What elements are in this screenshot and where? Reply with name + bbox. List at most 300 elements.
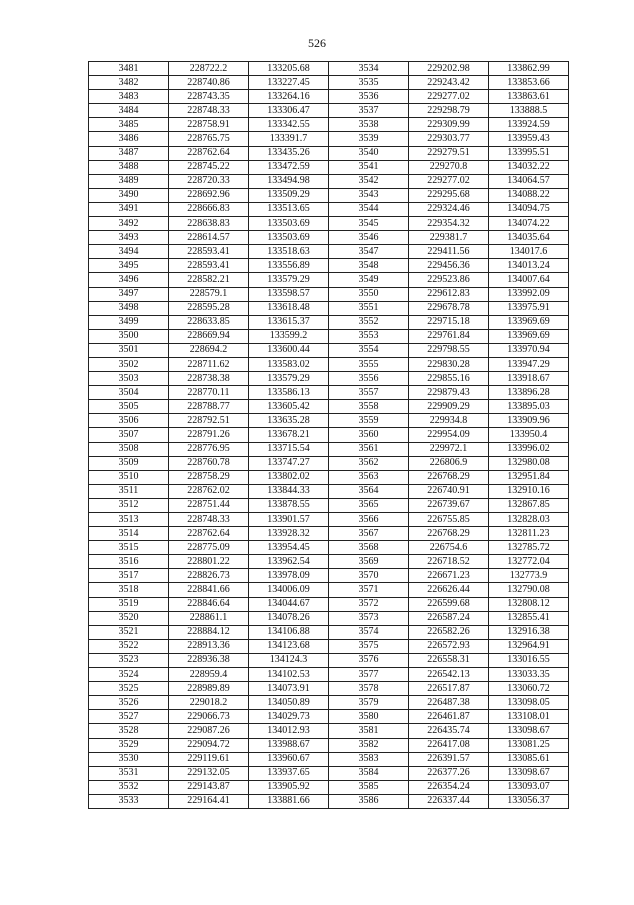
table-cell-x-coordinate: 228740.86 bbox=[169, 76, 249, 90]
table-cell-x-coordinate: 229164.41 bbox=[169, 794, 249, 808]
table-cell-point-number: 3482 bbox=[89, 76, 169, 90]
table-cell-point-number: 3573 bbox=[329, 611, 409, 625]
table-cell-point-number: 3487 bbox=[89, 146, 169, 160]
table-cell-x-coordinate: 228669.94 bbox=[169, 329, 249, 343]
table-cell-y-coordinate: 134044.67 bbox=[249, 597, 329, 611]
coordinates-table-body bbox=[89, 62, 569, 809]
table-cell-y-coordinate: 134078.26 bbox=[249, 611, 329, 625]
table-cell-point-number: 3563 bbox=[329, 470, 409, 484]
table-cell-y-coordinate: 133472.59 bbox=[249, 160, 329, 174]
table-cell-point-number: 3488 bbox=[89, 160, 169, 174]
table-cell-y-coordinate: 133747.27 bbox=[249, 456, 329, 470]
table-cell-y-coordinate: 133600.44 bbox=[249, 343, 329, 357]
table-cell-x-coordinate: 226739.67 bbox=[409, 498, 489, 512]
table-cell-x-coordinate: 229303.77 bbox=[409, 132, 489, 146]
table-cell-point-number: 3492 bbox=[89, 217, 169, 231]
table-row bbox=[89, 372, 569, 386]
table-cell-y-coordinate: 133494.98 bbox=[249, 174, 329, 188]
table-cell-point-number: 3500 bbox=[89, 329, 169, 343]
table-cell-y-coordinate: 134012.93 bbox=[249, 724, 329, 738]
table-cell-y-coordinate: 133605.42 bbox=[249, 400, 329, 414]
table-cell-y-coordinate: 133503.69 bbox=[249, 231, 329, 245]
table-cell-y-coordinate: 133306.47 bbox=[249, 104, 329, 118]
table-cell-x-coordinate: 228633.85 bbox=[169, 315, 249, 329]
table-cell-x-coordinate: 226337.44 bbox=[409, 794, 489, 808]
table-cell-point-number: 3546 bbox=[329, 231, 409, 245]
table-cell-point-number: 3490 bbox=[89, 188, 169, 202]
table-cell-y-coordinate: 134035.64 bbox=[489, 231, 569, 245]
table-cell-y-coordinate: 133909.96 bbox=[489, 414, 569, 428]
table-row bbox=[89, 231, 569, 245]
table-cell-point-number: 3577 bbox=[329, 668, 409, 682]
table-cell-point-number: 3541 bbox=[329, 160, 409, 174]
coordinates-table bbox=[88, 61, 569, 809]
table-cell-y-coordinate: 134088.22 bbox=[489, 188, 569, 202]
table-cell-point-number: 3491 bbox=[89, 202, 169, 216]
table-cell-y-coordinate: 133081.25 bbox=[489, 738, 569, 752]
table-cell-x-coordinate: 228776.95 bbox=[169, 442, 249, 456]
table-cell-point-number: 3557 bbox=[329, 386, 409, 400]
table-row bbox=[89, 160, 569, 174]
table-cell-x-coordinate: 229277.02 bbox=[409, 174, 489, 188]
page-number: 526 bbox=[308, 36, 326, 50]
table-cell-y-coordinate: 134006.09 bbox=[249, 583, 329, 597]
table-cell-y-coordinate: 133878.55 bbox=[249, 498, 329, 512]
table-cell-point-number: 3548 bbox=[329, 259, 409, 273]
table-cell-point-number: 3586 bbox=[329, 794, 409, 808]
table-cell-x-coordinate: 228762.02 bbox=[169, 484, 249, 498]
table-row bbox=[89, 315, 569, 329]
table-row bbox=[89, 555, 569, 569]
table-row bbox=[89, 343, 569, 357]
table-cell-x-coordinate: 229879.43 bbox=[409, 386, 489, 400]
table-cell-y-coordinate: 133503.69 bbox=[249, 217, 329, 231]
table-cell-point-number: 3521 bbox=[89, 625, 169, 639]
table-cell-x-coordinate: 228666.83 bbox=[169, 202, 249, 216]
table-cell-y-coordinate: 133960.67 bbox=[249, 752, 329, 766]
table-cell-point-number: 3549 bbox=[329, 273, 409, 287]
table-cell-y-coordinate: 134007.64 bbox=[489, 273, 569, 287]
table-cell-x-coordinate: 226768.29 bbox=[409, 527, 489, 541]
table-cell-x-coordinate: 226740.91 bbox=[409, 484, 489, 498]
table-cell-point-number: 3499 bbox=[89, 315, 169, 329]
table-cell-point-number: 3568 bbox=[329, 541, 409, 555]
table-cell-y-coordinate: 133905.92 bbox=[249, 780, 329, 794]
table-cell-y-coordinate: 132785.72 bbox=[489, 541, 569, 555]
table-cell-x-coordinate: 228770.11 bbox=[169, 386, 249, 400]
table-cell-y-coordinate: 132790.08 bbox=[489, 583, 569, 597]
table-cell-point-number: 3566 bbox=[329, 513, 409, 527]
table-cell-x-coordinate: 229934.8 bbox=[409, 414, 489, 428]
table-cell-x-coordinate: 228738.38 bbox=[169, 372, 249, 386]
table-cell-y-coordinate: 133992.09 bbox=[489, 287, 569, 301]
table-cell-y-coordinate: 133959.43 bbox=[489, 132, 569, 146]
table-cell-y-coordinate: 133518.63 bbox=[249, 245, 329, 259]
table-cell-point-number: 3576 bbox=[329, 653, 409, 667]
table-cell-x-coordinate: 226626.44 bbox=[409, 583, 489, 597]
table-cell-y-coordinate: 133995.51 bbox=[489, 146, 569, 160]
table-cell-x-coordinate: 228861.1 bbox=[169, 611, 249, 625]
table-cell-point-number: 3572 bbox=[329, 597, 409, 611]
table-cell-x-coordinate: 228959.4 bbox=[169, 668, 249, 682]
table-cell-point-number: 3507 bbox=[89, 428, 169, 442]
table-row bbox=[89, 780, 569, 794]
table-cell-y-coordinate: 133888.5 bbox=[489, 104, 569, 118]
table-cell-x-coordinate: 226587.24 bbox=[409, 611, 489, 625]
table-row bbox=[89, 583, 569, 597]
table-cell-y-coordinate: 132916.38 bbox=[489, 625, 569, 639]
table-cell-x-coordinate: 228593.41 bbox=[169, 245, 249, 259]
table-cell-x-coordinate: 228760.78 bbox=[169, 456, 249, 470]
table-cell-y-coordinate: 133937.65 bbox=[249, 766, 329, 780]
table-cell-point-number: 3537 bbox=[329, 104, 409, 118]
table-cell-y-coordinate: 133435.26 bbox=[249, 146, 329, 160]
table-cell-x-coordinate: 228595.28 bbox=[169, 301, 249, 315]
table-cell-x-coordinate: 228638.83 bbox=[169, 217, 249, 231]
table-cell-x-coordinate: 229243.42 bbox=[409, 76, 489, 90]
table-cell-y-coordinate: 134029.73 bbox=[249, 710, 329, 724]
table-row bbox=[89, 724, 569, 738]
table-row bbox=[89, 217, 569, 231]
table-cell-point-number: 3561 bbox=[329, 442, 409, 456]
table-cell-y-coordinate: 133844.33 bbox=[249, 484, 329, 498]
table-cell-y-coordinate: 134050.89 bbox=[249, 696, 329, 710]
table-cell-x-coordinate: 228765.75 bbox=[169, 132, 249, 146]
table-cell-x-coordinate: 229143.87 bbox=[169, 780, 249, 794]
table-row bbox=[89, 357, 569, 371]
table-cell-y-coordinate: 132811.23 bbox=[489, 527, 569, 541]
table-cell-point-number: 3552 bbox=[329, 315, 409, 329]
table-cell-x-coordinate: 228694.2 bbox=[169, 343, 249, 357]
table-cell-x-coordinate: 228826.73 bbox=[169, 569, 249, 583]
table-cell-x-coordinate: 228745.22 bbox=[169, 160, 249, 174]
table-cell-x-coordinate: 228762.64 bbox=[169, 527, 249, 541]
table-row bbox=[89, 400, 569, 414]
table-cell-x-coordinate: 226461.87 bbox=[409, 710, 489, 724]
table-cell-point-number: 3510 bbox=[89, 470, 169, 484]
table-row bbox=[89, 386, 569, 400]
table-cell-point-number: 3556 bbox=[329, 372, 409, 386]
table-cell-x-coordinate: 226599.68 bbox=[409, 597, 489, 611]
table-row bbox=[89, 696, 569, 710]
table-cell-x-coordinate: 229309.99 bbox=[409, 118, 489, 132]
table-cell-x-coordinate: 226718.52 bbox=[409, 555, 489, 569]
table-cell-x-coordinate: 229087.26 bbox=[169, 724, 249, 738]
table-row bbox=[89, 90, 569, 104]
table-row bbox=[89, 456, 569, 470]
table-cell-y-coordinate: 133975.91 bbox=[489, 301, 569, 315]
table-cell-x-coordinate: 229381.7 bbox=[409, 231, 489, 245]
table-cell-x-coordinate: 228711.62 bbox=[169, 357, 249, 371]
table-cell-y-coordinate: 133978.09 bbox=[249, 569, 329, 583]
table-cell-point-number: 3527 bbox=[89, 710, 169, 724]
table-cell-x-coordinate: 229411.56 bbox=[409, 245, 489, 259]
table-cell-point-number: 3505 bbox=[89, 400, 169, 414]
table-row bbox=[89, 470, 569, 484]
table-cell-point-number: 3517 bbox=[89, 569, 169, 583]
table-row bbox=[89, 329, 569, 343]
table-row bbox=[89, 174, 569, 188]
table-row bbox=[89, 625, 569, 639]
table-cell-y-coordinate: 132867.85 bbox=[489, 498, 569, 512]
table-cell-point-number: 3514 bbox=[89, 527, 169, 541]
table-cell-point-number: 3501 bbox=[89, 343, 169, 357]
table-cell-y-coordinate: 134073.91 bbox=[249, 682, 329, 696]
table-row bbox=[89, 62, 569, 76]
table-cell-point-number: 3502 bbox=[89, 357, 169, 371]
table-cell-y-coordinate: 133016.55 bbox=[489, 653, 569, 667]
table-cell-y-coordinate: 134102.53 bbox=[249, 668, 329, 682]
table-cell-y-coordinate: 133950.4 bbox=[489, 428, 569, 442]
table-cell-y-coordinate: 132964.91 bbox=[489, 639, 569, 653]
table-cell-y-coordinate: 133618.48 bbox=[249, 301, 329, 315]
table-cell-point-number: 3533 bbox=[89, 794, 169, 808]
table-cell-x-coordinate: 228758.29 bbox=[169, 470, 249, 484]
table-cell-point-number: 3489 bbox=[89, 174, 169, 188]
table-cell-x-coordinate: 228791.26 bbox=[169, 428, 249, 442]
table-row bbox=[89, 597, 569, 611]
table-cell-y-coordinate: 133678.21 bbox=[249, 428, 329, 442]
table-row bbox=[89, 682, 569, 696]
table-row bbox=[89, 118, 569, 132]
table-cell-point-number: 3534 bbox=[329, 62, 409, 76]
table-cell-x-coordinate: 228989.89 bbox=[169, 682, 249, 696]
table-cell-point-number: 3528 bbox=[89, 724, 169, 738]
table-cell-point-number: 3495 bbox=[89, 259, 169, 273]
table-cell-x-coordinate: 229830.28 bbox=[409, 357, 489, 371]
table-row bbox=[89, 498, 569, 512]
table-row bbox=[89, 569, 569, 583]
table-cell-y-coordinate: 133881.66 bbox=[249, 794, 329, 808]
table-row bbox=[89, 527, 569, 541]
table-cell-y-coordinate: 134123.68 bbox=[249, 639, 329, 653]
table-cell-y-coordinate: 132773.9 bbox=[489, 569, 569, 583]
table-cell-y-coordinate: 133599.2 bbox=[249, 329, 329, 343]
table-cell-y-coordinate: 133895.03 bbox=[489, 400, 569, 414]
table-cell-x-coordinate: 228579.1 bbox=[169, 287, 249, 301]
table-cell-point-number: 3523 bbox=[89, 653, 169, 667]
table-cell-point-number: 3504 bbox=[89, 386, 169, 400]
table-cell-y-coordinate: 132980.08 bbox=[489, 456, 569, 470]
table-cell-y-coordinate: 133918.67 bbox=[489, 372, 569, 386]
table-cell-point-number: 3540 bbox=[329, 146, 409, 160]
table-cell-y-coordinate: 134124.3 bbox=[249, 653, 329, 667]
table-cell-x-coordinate: 226487.38 bbox=[409, 696, 489, 710]
table-cell-x-coordinate: 229094.72 bbox=[169, 738, 249, 752]
table-cell-x-coordinate: 229202.98 bbox=[409, 62, 489, 76]
table-cell-point-number: 3571 bbox=[329, 583, 409, 597]
table-row bbox=[89, 668, 569, 682]
table-cell-x-coordinate: 228582.21 bbox=[169, 273, 249, 287]
table-cell-point-number: 3531 bbox=[89, 766, 169, 780]
table-cell-y-coordinate: 132855.41 bbox=[489, 611, 569, 625]
table-cell-x-coordinate: 226768.29 bbox=[409, 470, 489, 484]
table-cell-x-coordinate: 229523.86 bbox=[409, 273, 489, 287]
table-row bbox=[89, 653, 569, 667]
table-cell-x-coordinate: 229298.79 bbox=[409, 104, 489, 118]
table-cell-point-number: 3509 bbox=[89, 456, 169, 470]
table-cell-x-coordinate: 229678.78 bbox=[409, 301, 489, 315]
table-cell-y-coordinate: 132910.16 bbox=[489, 484, 569, 498]
table-row bbox=[89, 794, 569, 808]
table-cell-point-number: 3559 bbox=[329, 414, 409, 428]
table-cell-y-coordinate: 133085.61 bbox=[489, 752, 569, 766]
table-cell-x-coordinate: 226542.13 bbox=[409, 668, 489, 682]
table-cell-y-coordinate: 132828.03 bbox=[489, 513, 569, 527]
table-cell-x-coordinate: 229132.05 bbox=[169, 766, 249, 780]
table-cell-y-coordinate: 133715.54 bbox=[249, 442, 329, 456]
table-cell-point-number: 3486 bbox=[89, 132, 169, 146]
table-cell-y-coordinate: 133108.01 bbox=[489, 710, 569, 724]
table-row bbox=[89, 639, 569, 653]
table-cell-point-number: 3543 bbox=[329, 188, 409, 202]
table-row bbox=[89, 301, 569, 315]
table-cell-x-coordinate: 226755.85 bbox=[409, 513, 489, 527]
table-cell-x-coordinate: 229972.1 bbox=[409, 442, 489, 456]
table-cell-point-number: 3565 bbox=[329, 498, 409, 512]
table-cell-point-number: 3538 bbox=[329, 118, 409, 132]
table-row bbox=[89, 414, 569, 428]
table-cell-point-number: 3503 bbox=[89, 372, 169, 386]
table-cell-y-coordinate: 133586.13 bbox=[249, 386, 329, 400]
table-cell-y-coordinate: 134064.57 bbox=[489, 174, 569, 188]
table-cell-y-coordinate: 132808.12 bbox=[489, 597, 569, 611]
table-cell-point-number: 3498 bbox=[89, 301, 169, 315]
table-row bbox=[89, 766, 569, 780]
table-cell-y-coordinate: 133615.37 bbox=[249, 315, 329, 329]
table-cell-x-coordinate: 226391.57 bbox=[409, 752, 489, 766]
table-row bbox=[89, 76, 569, 90]
table-cell-point-number: 3508 bbox=[89, 442, 169, 456]
table-cell-point-number: 3578 bbox=[329, 682, 409, 696]
table-cell-y-coordinate: 132772.04 bbox=[489, 555, 569, 569]
table-cell-y-coordinate: 133098.67 bbox=[489, 766, 569, 780]
table-cell-point-number: 3496 bbox=[89, 273, 169, 287]
table-cell-point-number: 3553 bbox=[329, 329, 409, 343]
table-cell-y-coordinate: 133227.45 bbox=[249, 76, 329, 90]
table-cell-y-coordinate: 133988.67 bbox=[249, 738, 329, 752]
table-row bbox=[89, 541, 569, 555]
table-cell-point-number: 3518 bbox=[89, 583, 169, 597]
table-cell-x-coordinate: 228913.36 bbox=[169, 639, 249, 653]
table-row bbox=[89, 132, 569, 146]
table-cell-point-number: 3583 bbox=[329, 752, 409, 766]
table-row bbox=[89, 710, 569, 724]
table-cell-point-number: 3562 bbox=[329, 456, 409, 470]
table-cell-y-coordinate: 134013.24 bbox=[489, 259, 569, 273]
table-cell-point-number: 3564 bbox=[329, 484, 409, 498]
table-row bbox=[89, 202, 569, 216]
table-cell-x-coordinate: 229909.29 bbox=[409, 400, 489, 414]
table-cell-x-coordinate: 226754.6 bbox=[409, 541, 489, 555]
table-cell-point-number: 3582 bbox=[329, 738, 409, 752]
table-cell-y-coordinate: 133969.69 bbox=[489, 315, 569, 329]
table-cell-point-number: 3551 bbox=[329, 301, 409, 315]
table-cell-point-number: 3581 bbox=[329, 724, 409, 738]
table-cell-point-number: 3516 bbox=[89, 555, 169, 569]
table-cell-y-coordinate: 133098.05 bbox=[489, 696, 569, 710]
table-row bbox=[89, 146, 569, 160]
table-row bbox=[89, 442, 569, 456]
table-cell-point-number: 3484 bbox=[89, 104, 169, 118]
table-cell-x-coordinate: 229324.46 bbox=[409, 202, 489, 216]
table-cell-x-coordinate: 226377.26 bbox=[409, 766, 489, 780]
table-cell-x-coordinate: 229855.16 bbox=[409, 372, 489, 386]
table-cell-x-coordinate: 226354.24 bbox=[409, 780, 489, 794]
table-cell-point-number: 3580 bbox=[329, 710, 409, 724]
table-cell-point-number: 3545 bbox=[329, 217, 409, 231]
table-cell-y-coordinate: 134074.22 bbox=[489, 217, 569, 231]
table-row bbox=[89, 273, 569, 287]
table-cell-point-number: 3511 bbox=[89, 484, 169, 498]
table-cell-y-coordinate: 133033.35 bbox=[489, 668, 569, 682]
table-cell-x-coordinate: 226671.23 bbox=[409, 569, 489, 583]
table-cell-x-coordinate: 228846.64 bbox=[169, 597, 249, 611]
table-cell-point-number: 3574 bbox=[329, 625, 409, 639]
table-cell-x-coordinate: 228788.77 bbox=[169, 400, 249, 414]
table-row bbox=[89, 287, 569, 301]
table-cell-point-number: 3529 bbox=[89, 738, 169, 752]
table-cell-x-coordinate: 228884.12 bbox=[169, 625, 249, 639]
table-cell-x-coordinate: 228593.41 bbox=[169, 259, 249, 273]
table-cell-x-coordinate: 229295.68 bbox=[409, 188, 489, 202]
table-cell-point-number: 3570 bbox=[329, 569, 409, 583]
table-cell-point-number: 3554 bbox=[329, 343, 409, 357]
table-cell-x-coordinate: 228722.2 bbox=[169, 62, 249, 76]
table-row bbox=[89, 428, 569, 442]
table-cell-point-number: 3547 bbox=[329, 245, 409, 259]
table-cell-point-number: 3558 bbox=[329, 400, 409, 414]
table-cell-y-coordinate: 133924.59 bbox=[489, 118, 569, 132]
table-cell-y-coordinate: 134017.6 bbox=[489, 245, 569, 259]
table-cell-x-coordinate: 226582.26 bbox=[409, 625, 489, 639]
table-cell-point-number: 3493 bbox=[89, 231, 169, 245]
table-cell-y-coordinate: 133598.57 bbox=[249, 287, 329, 301]
table-cell-y-coordinate: 133970.94 bbox=[489, 343, 569, 357]
table-cell-x-coordinate: 229456.36 bbox=[409, 259, 489, 273]
table-cell-point-number: 3522 bbox=[89, 639, 169, 653]
table-cell-x-coordinate: 226517.87 bbox=[409, 682, 489, 696]
table-cell-x-coordinate: 229279.51 bbox=[409, 146, 489, 160]
table-cell-y-coordinate: 133583.02 bbox=[249, 357, 329, 371]
table-cell-y-coordinate: 133513.65 bbox=[249, 202, 329, 216]
table-cell-x-coordinate: 228758.91 bbox=[169, 118, 249, 132]
table-row bbox=[89, 259, 569, 273]
table-cell-x-coordinate: 228936.38 bbox=[169, 653, 249, 667]
table-cell-x-coordinate: 228841.66 bbox=[169, 583, 249, 597]
table-cell-y-coordinate: 133862.99 bbox=[489, 62, 569, 76]
table-cell-y-coordinate: 133056.37 bbox=[489, 794, 569, 808]
table-cell-point-number: 3483 bbox=[89, 90, 169, 104]
table-cell-y-coordinate: 133342.55 bbox=[249, 118, 329, 132]
table-cell-y-coordinate: 134106.88 bbox=[249, 625, 329, 639]
table-cell-point-number: 3550 bbox=[329, 287, 409, 301]
table-cell-x-coordinate: 228692.96 bbox=[169, 188, 249, 202]
table-cell-y-coordinate: 133928.32 bbox=[249, 527, 329, 541]
table-cell-x-coordinate: 226435.74 bbox=[409, 724, 489, 738]
table-cell-x-coordinate: 228792.51 bbox=[169, 414, 249, 428]
table-cell-y-coordinate: 133962.54 bbox=[249, 555, 329, 569]
table-cell-point-number: 3512 bbox=[89, 498, 169, 512]
table-cell-x-coordinate: 226572.93 bbox=[409, 639, 489, 653]
table-cell-x-coordinate: 228762.64 bbox=[169, 146, 249, 160]
table-cell-x-coordinate: 228748.33 bbox=[169, 513, 249, 527]
table-cell-y-coordinate: 133556.89 bbox=[249, 259, 329, 273]
table-cell-x-coordinate: 229798.55 bbox=[409, 343, 489, 357]
table-cell-x-coordinate: 229277.02 bbox=[409, 90, 489, 104]
table-cell-point-number: 3575 bbox=[329, 639, 409, 653]
table-cell-y-coordinate: 133901.57 bbox=[249, 513, 329, 527]
